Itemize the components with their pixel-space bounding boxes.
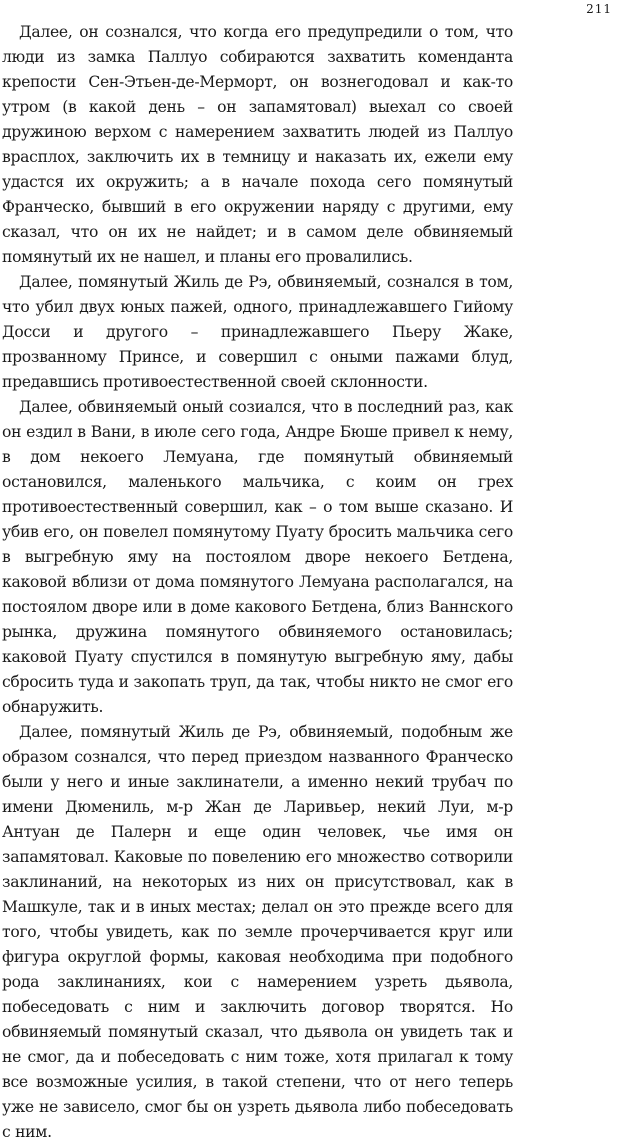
paragraph: Далее, помянутый Жиль де Рэ, обвиняемый, подобным же образом сознался, что перед приездом названного Франческо были у него и иные заклинатели, а именно некий трубач по имени Дюмениль, м-р Жан де Ларивьер, некий Луи, м-р Антуан де Палерн и еще один человек, чье имя он запамятовал. Каковые по повелению его множество сотворили заклинаний, на некоторых из них он присутствовал, как в Машкуле, так и в иных местах; делал он это прежде всего для того, чтобы увидеть, как по земле прочерчивается круг или фигура округлой формы, каковая необходима при подобного рода заклинаниях, кои с намерением узреть дьявола, побеседовать с ним и заключить договор творятся. Но обвиняемый помянутый сказал, что дьявола он увидеть так и не смог, да и побеседовать с ним тоже, хотя прилагал к тому все возможные усилия, в такой степени, что от него теперь уже не зависело, смог бы он узреть дьявола либо побеседовать с ним. bbox=[2, 723, 513, 1141]
page-body bbox=[2, 20, 513, 1145]
paragraph: Далее, обвиняемый оный созиался, что в последний раз, как он ездил в Вани, в июле сего года, Андре Бюше привел к нему, в дом некоего Лемуана, где помянутый обвиняемый остановился, маленького мальчика, с коим он грех противоестественный совершил, как – о том выше сказано. И убив его, он повелел помянутому Пуату бросить мальчика сего в выгребную яму на постоялом дворе некоего Бетдена, каковой вблизи от дома помянутого Лемуана располагался, на постоялом дворе или в доме каковогo Бетдена, близ Ваннского рынка, дружина помянутого обвиняемого остановилась; каковой Пуату спустился в помянутую выгребную яму, дабы сбросить туда и закопать труп, да так, чтобы никто не смог его обнаружить. bbox=[2, 398, 513, 716]
page-number: 211 bbox=[586, 2, 612, 16]
paragraph: Далее, помянутый Жиль де Рэ, обвиняемый, сознался в том, что убил двух юных пажей, одного, принадлежавшего Гийому Досси и другого – принадлежавшего Пьеру Жаке, прозванному Принсе, и совершил с оными пажами блуд, предавшись противоестественной своей склонности. bbox=[2, 273, 513, 391]
paragraph: Далее, он сознался, что когда его предупредили о том, что люди из замка Паллуо собираются захватить коменданта крепости Сен-Этьен-де-Мерморт, он вознегодовал и как-то утром (в какой день – он запамятовал) выехал со своей дружиною верхом с намерением захватить людей из Паллуо врасплох, заключить их в темницу и наказать их, ежели ему удастся их окружить; а в начале похода сего помянутый Франческо, бывший в его окружении наряду с другими, ему сказал, что он их не найдет; и в самом деле обвиняемый помянутый их не нашел, и планы его провалились. bbox=[2, 23, 513, 266]
